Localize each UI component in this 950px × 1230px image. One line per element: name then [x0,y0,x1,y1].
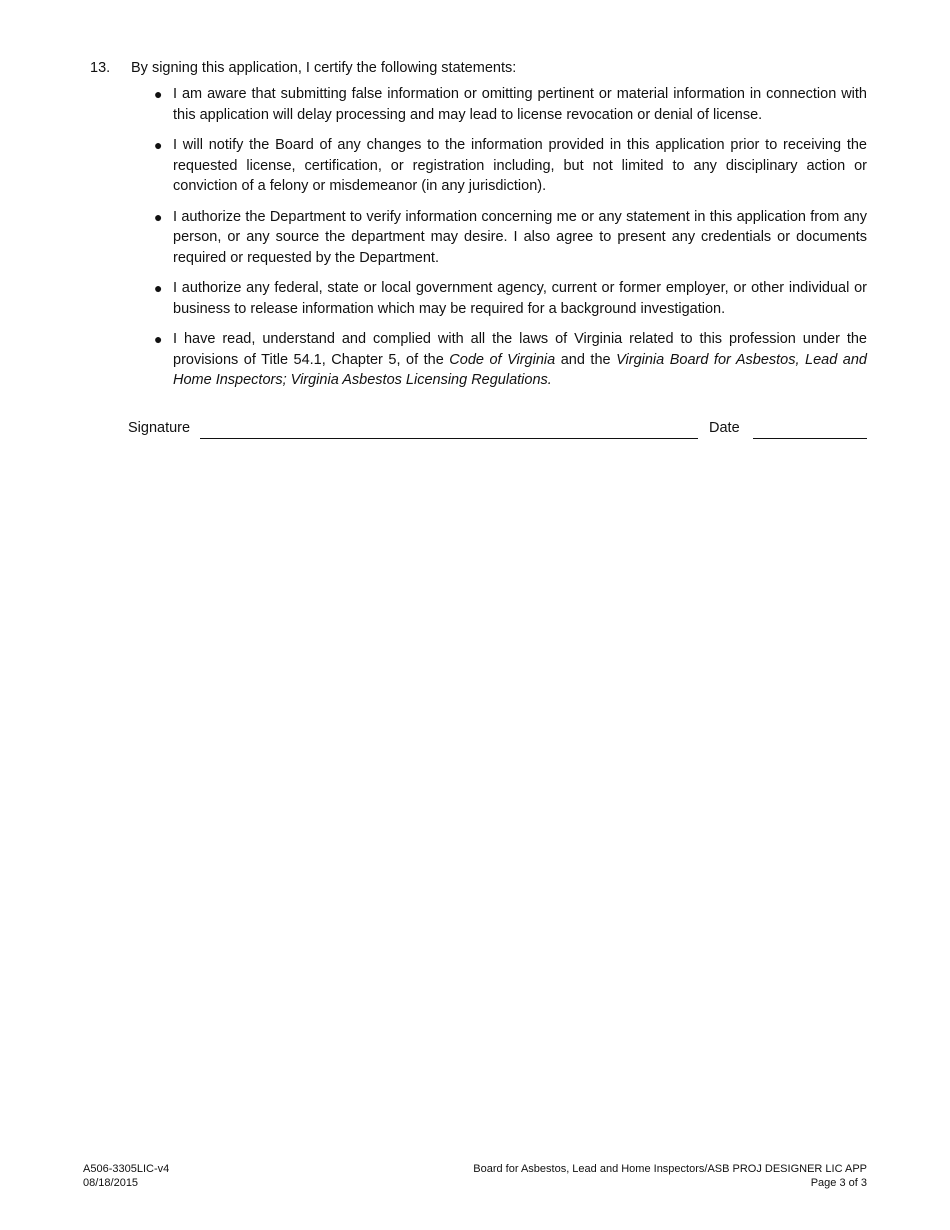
statement-text: I am aware that submitting false information or omitting pertinent or material information in connection with this application will delay processing and may lead to license revocation or denial of license. [173,86,867,123]
certification-statement [154,84,867,125]
bullet-icon: ● [154,86,163,102]
bullet-icon: ● [154,208,163,225]
date-line[interactable] [753,438,867,439]
bullet-icon: ● [154,280,163,296]
form-id: A506-3305LIC-v4 [83,1163,170,1175]
statement-text: I have read, understand and complied with all the laws of Virginia related to this profession under the provisions of Title 54.1, Chapter 5, of the [173,331,867,368]
code-of-virginia-title: Code of Virginia [449,351,556,368]
item-number: 13. [90,60,111,76]
signature-line[interactable] [200,438,698,439]
statement-text: I authorize the Department to verify information concerning me or any statement in this application from any person, or any source the department may desire. I also agree to present any credentials or documents required or requested by the Department. [173,208,867,266]
statement-text: and the [555,351,617,368]
certification-statement [154,329,867,391]
footer-right [473,1162,867,1190]
signature-label: Signature [128,420,191,436]
statement-text: I authorize any federal, state or local government agency, current or former employer, or other individual or business to release information which may be required for a background investigation. [173,280,867,317]
bullet-icon: ● [154,331,163,347]
certification-intro: By signing this application, I certify the following statements: [131,60,517,76]
date-label: Date [709,420,740,436]
signature-row [128,420,867,442]
certification-list [154,84,867,401]
page-number: Page 3 of 3 [810,1177,867,1189]
regulations-title: Virginia Board for Asbestos, Lead and Home Inspectors; Virginia Asbestos Licensing Regulations. [173,351,867,388]
certification-statement [154,278,867,319]
statement-text: I will notify the Board of any changes to the information provided in this application prior to receiving the requested license, certification, or registration including, but not limited to any disciplinary action or conviction of a felony or misdemeanor (in any jurisdiction). [173,137,867,194]
form-date: 08/18/2015 [83,1177,139,1189]
footer-left [83,1162,169,1190]
certification-statement [154,135,867,197]
bullet-icon: ● [154,137,163,153]
certification-statement [154,207,867,269]
board-title: Board for Asbestos, Lead and Home Inspectors/ASB PROJ DESIGNER LIC APP [473,1163,867,1175]
